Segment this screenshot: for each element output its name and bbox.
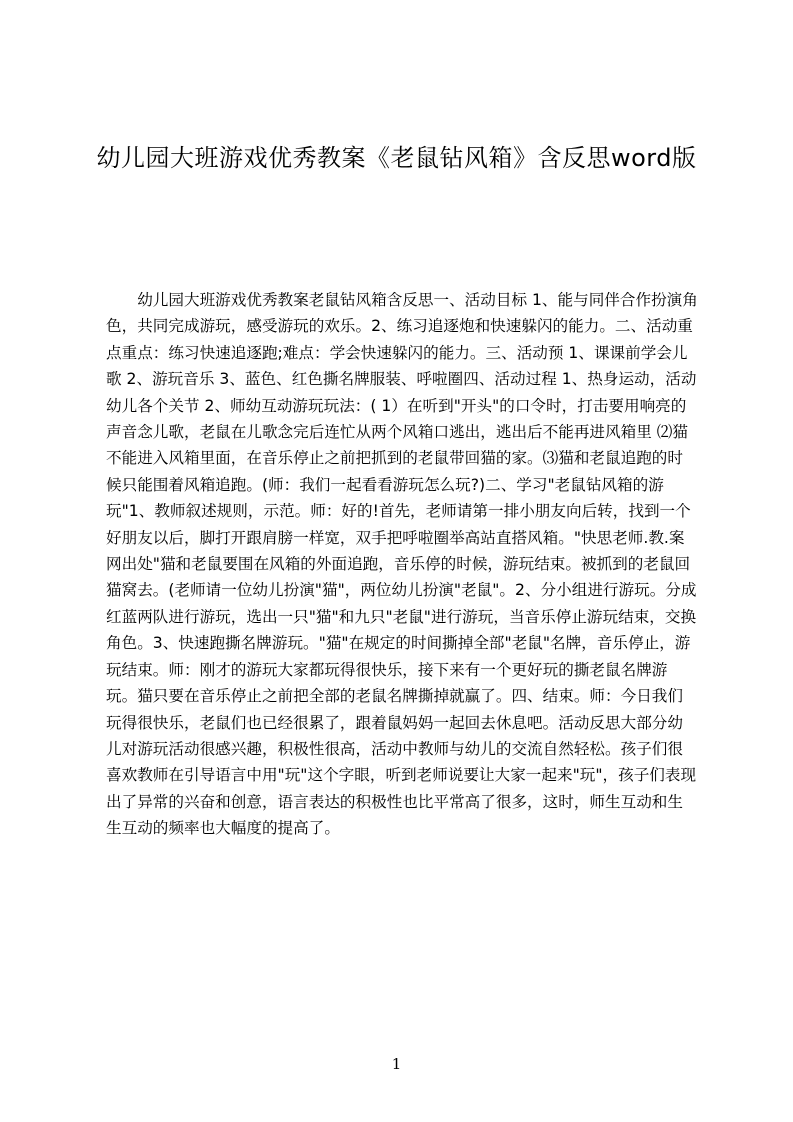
document-title: 幼儿园大班游戏优秀教案《老鼠钻风箱》含反思word版 <box>96 144 697 172</box>
page-number: 1 <box>391 1055 402 1073</box>
document-body-paragraph: 幼儿园大班游戏优秀教案老鼠钻风箱含反思一、活动目标 1、能与同伴合作扮演角色，共同完成游玩，感受游玩的欢乐。2、练习追逐炮和快速躲闪的能力。二、活动重点重点：练习快速追逐跑;难点：学会快速躲闪的能力。三、活动预 1、课课前学会儿歌 2、游玩音乐 3、蓝色、红色撕名牌服装、呼啦圈四、活动过程 1、热身运动，活动幼儿各个关节 2、师幼互动游玩玩法：( 1）在听到"开头"的口令时，打击要用响亮的声音念儿歌，老鼠在儿歌念完后连忙从两个风箱口逃出，逃出后不能再进风箱里 ⑵猫不能进入风箱里面，在音乐停止之前把抓到的老鼠带回猫的家。⑶猫和老鼠追跑的时候只能围着风箱追跑。(师：我们一起看看游玩怎么玩?)二、学习"老鼠钻风箱的游玩"1、教师叙述规则，示范。师：好的!首先，老师请第一排小朋友向后转，找到一个好朋友以后，脚打开跟肩膀一样宽，双手把呼啦圈举高站直搭风箱。"快思老师.教.案网出处"猫和老鼠要围在风箱的外面追跑，音乐停的时候，游玩结束。被抓到的老鼠回猫窝去。(老师请一位幼儿扮演"猫"，两位幼儿扮演"老鼠"。2、分小组进行游玩。分成红蓝两队进行游玩，选出一只"猫"和九只"老鼠"进行游玩，当音乐停止游玩结束，交换角色。3、快速跑撕名牌游玩。"猫"在规定的时间撕掉全部"老鼠"名牌，音乐停止，游玩结束。师：刚才的游玩大家都玩得很快乐，接下来有一个更好玩的撕老鼠名牌游玩。猫只要在音乐停止之前把全部的老鼠名牌撕掉就赢了。四、结束。师：今日我们玩得很快乐，老鼠们也已经很累了，跟着鼠妈妈一起回去休息吧。活动反思大部分幼儿对游玩活动很感兴趣，积极性很高，活动中教师与幼儿的交流自然轻松。孩子们很喜欢教师在引导语言中用"玩"这个字眼，听到老师说要让大家一起来"玩"，孩子们表现出了异常的兴奋和创意，语言表达的积极性也比平常高了很多，这时，师生互动和生生互动的频率也大幅度的提高了。 <box>106 291 698 838</box>
